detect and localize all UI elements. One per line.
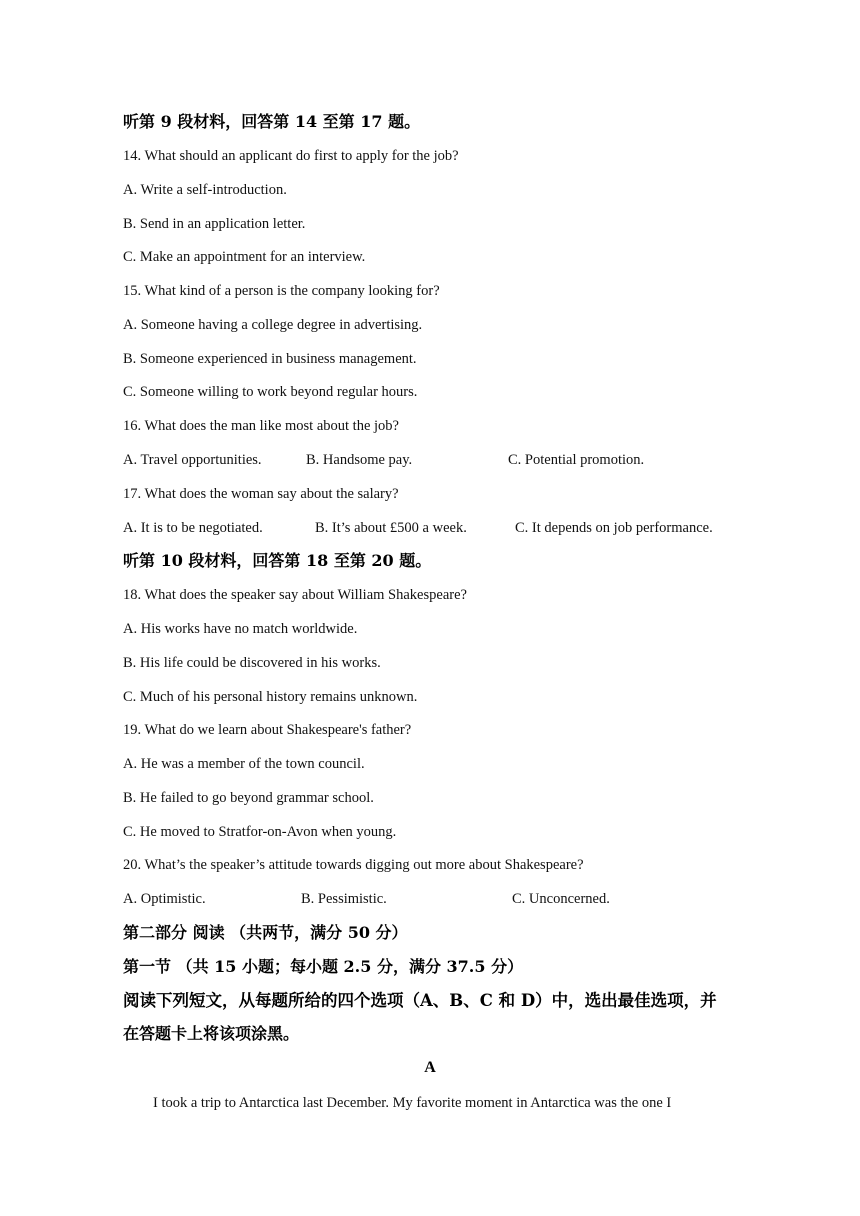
q18-option-c: C. Much of his personal history remains unknown. bbox=[123, 689, 418, 705]
question-15: 15. What kind of a person is the company looking for? bbox=[123, 283, 440, 299]
reading-instruction-line-1: 阅读下列短文，从每题所给的四个选项（A、B、C 和 D）中，选出最佳选项，并 bbox=[123, 991, 717, 1010]
passage-first-line: I took a trip to Antarctica last December. My favorite moment in Antarctica was the one I bbox=[153, 1095, 672, 1111]
question-18: 18. What does the speaker say about William Shakespeare? bbox=[123, 587, 467, 603]
part-2-heading: 第二部分 阅读 （共两节，满分 50 分） bbox=[123, 923, 408, 942]
q17-option-a: A. It is to be negotiated. bbox=[123, 520, 263, 536]
q15-option-c: C. Someone willing to work beyond regular hours. bbox=[123, 384, 418, 400]
q18-option-b: B. His life could be discovered in his works. bbox=[123, 655, 381, 671]
q16-option-b: B. Handsome pay. bbox=[306, 452, 413, 468]
q19-option-b: B. He failed to go beyond grammar school. bbox=[123, 790, 374, 806]
q15-option-b: B. Someone experienced in business management. bbox=[123, 351, 417, 367]
question-17: 17. What does the woman say about the salary? bbox=[123, 486, 399, 502]
section-9-heading: 听第 9 段材料，回答第 14 至第 17 题。 bbox=[123, 112, 421, 131]
passage-title: A bbox=[424, 1059, 436, 1076]
question-14: 14. What should an applicant do first to apply for the job? bbox=[123, 148, 459, 164]
question-19: 19. What do we learn about Shakespeare's father? bbox=[123, 722, 412, 738]
q18-option-a: A. His works have no match worldwide. bbox=[123, 621, 358, 637]
q17-option-c: C. It depends on job performance. bbox=[515, 520, 713, 536]
q14-option-c: C. Make an appointment for an interview. bbox=[123, 249, 366, 265]
q14-option-b: B. Send in an application letter. bbox=[123, 216, 306, 232]
question-20: 20. What’s the speaker’s attitude towards digging out more about Shakespeare? bbox=[123, 857, 584, 873]
section-10-heading: 听第 10 段材料，回答第 18 至第 20 题。 bbox=[123, 551, 432, 570]
q20-option-b: B. Pessimistic. bbox=[301, 891, 387, 907]
q19-option-c: C. He moved to Stratfor-on-Avon when young. bbox=[123, 824, 397, 840]
q19-option-a: A. He was a member of the town council. bbox=[123, 756, 365, 772]
q16-option-c: C. Potential promotion. bbox=[508, 452, 645, 468]
q20-option-c: C. Unconcerned. bbox=[512, 891, 610, 907]
q20-option-a: A. Optimistic. bbox=[123, 891, 206, 907]
question-16: 16. What does the man like most about the job? bbox=[123, 418, 399, 434]
q14-option-a: A. Write a self-introduction. bbox=[123, 182, 287, 198]
q15-option-a: A. Someone having a college degree in advertising. bbox=[123, 317, 423, 333]
reading-instruction-line-2: 在答题卡上将该项涂黑。 bbox=[123, 1024, 300, 1043]
part-2-section-1-heading: 第一节 （共 15 小题；每小题 2.5 分，满分 37.5 分） bbox=[123, 957, 524, 976]
q17-option-b: B. It’s about £500 a week. bbox=[315, 520, 467, 536]
q16-option-a: A. Travel opportunities. bbox=[123, 452, 262, 468]
